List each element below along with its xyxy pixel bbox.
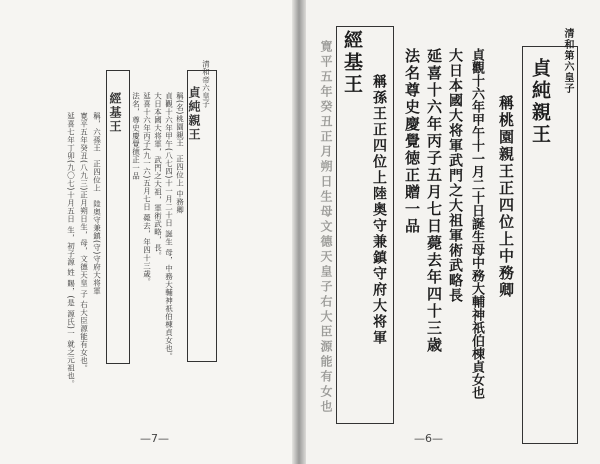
king-title: 經基王 — [108, 92, 122, 134]
hw-king-col1: 稱孫王正四位上陸奥守兼鎮守府大将軍 — [371, 74, 387, 346]
hw-prince-col5: 法名尊史慶覺徳正贈一品 — [403, 48, 421, 235]
hw-prince-col1: 稱桃園親王正四位上中務卿 — [497, 95, 515, 299]
hw-prince-col4: 延喜十六年丙子五月七日薨去年四十三歳 — [425, 48, 443, 354]
prince-line1: 稱(名)桃園親王 正四位上 中務卿 — [175, 92, 185, 214]
hw-prince-header: 清和第六皇子 — [562, 28, 573, 94]
hw-prince-title: 貞純親王 — [529, 58, 551, 146]
king-line2: 寛平五年癸丑(八九三)正月朔日生，母，文德天皇 子 右大臣源能有女也。 — [79, 112, 89, 373]
prince-line3: 大日本國大将軍，武門之大祖，軍術武略，長。 — [153, 92, 163, 260]
book-gutter — [292, 0, 306, 464]
prince-title: 貞純親王 — [187, 86, 201, 142]
hw-prince-col3: 大日本國大将軍武門之大祖軍術武略長 — [447, 48, 463, 303]
prince-line5: 法名，尊史慶覺徳正一品 — [131, 92, 141, 180]
right-page — [298, 0, 600, 464]
left-page-number: —7— — [140, 432, 169, 445]
king-line1: 稱，六孫王 正四位上 陸奥守兼鎮(守)守府大将軍 — [92, 112, 102, 295]
prince-line4: 延喜十六年丙子(九一六)五月七日 薨去，年四十三歳。 — [142, 92, 152, 286]
hw-king-col2: 寛平五年癸丑正月朔日生母文德天皇子右大臣源能有女也 — [319, 40, 333, 415]
hw-king-title: 經基王 — [341, 30, 363, 96]
king-line3: 延喜七年丁卯(九〇七)十月五日 生，初子源 姓 賜，(是 源氏)一 就之元祖也。 — [66, 112, 76, 389]
prince-header: 清和帝六皇子 — [201, 60, 211, 108]
prince-line2: 貞觀十六年甲午(八七四)十一月二十日 誕生 母，中務大輔神祇伯棟貞女也。 — [164, 92, 174, 361]
left-page — [0, 0, 298, 464]
right-page-number: —6— — [414, 432, 443, 445]
hw-prince-col2: 貞觀十六年甲午十一月二十日誕生母中務大輔神祇伯棟貞女也 — [469, 48, 484, 399]
